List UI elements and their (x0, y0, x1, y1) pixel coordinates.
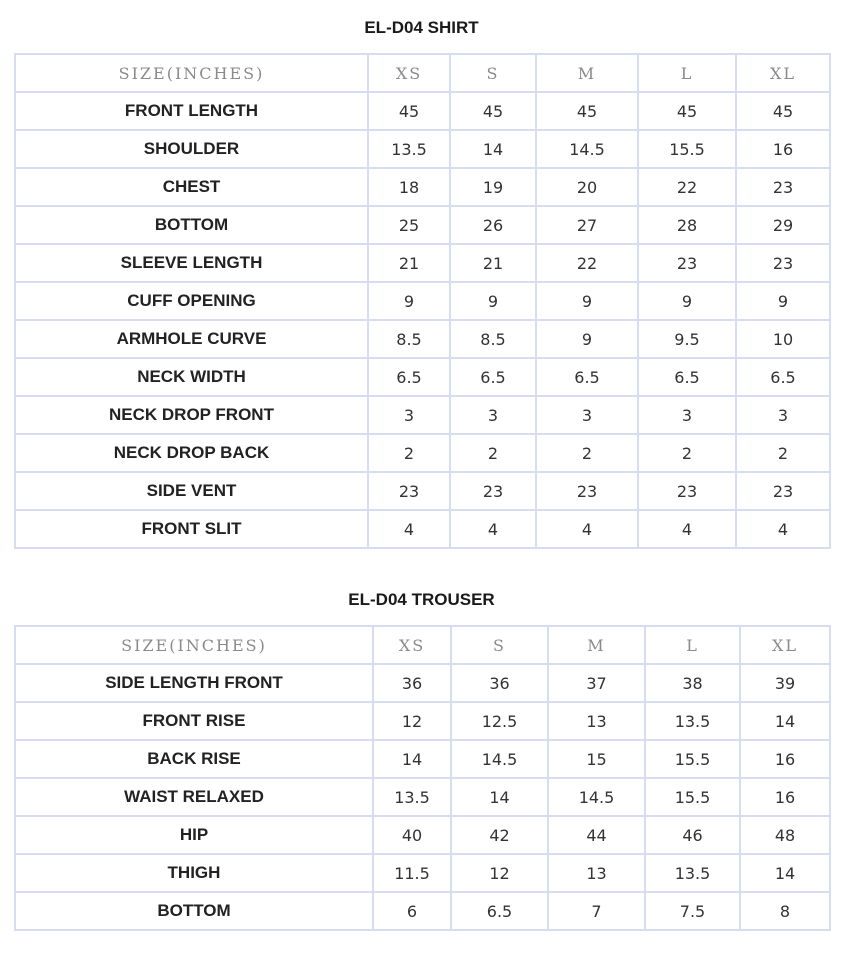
measurement-value: 48 (740, 816, 830, 854)
measurement-value: 8 (740, 892, 830, 930)
measurement-value: 11.5 (373, 854, 451, 892)
size-column-header: S (451, 626, 548, 664)
measurement-value: 9 (736, 282, 830, 320)
table-row (15, 130, 830, 168)
table-row (15, 358, 830, 396)
measurement-label: FRONT RISE (15, 702, 373, 740)
measurement-value: 14 (740, 702, 830, 740)
measurement-value: 46 (645, 816, 740, 854)
table-row (15, 282, 830, 320)
measurement-value: 9 (536, 320, 638, 358)
measurement-value: 12 (451, 854, 548, 892)
measurement-value: 28 (638, 206, 736, 244)
measurement-value: 14.5 (548, 778, 645, 816)
measurement-label: NECK WIDTH (15, 358, 368, 396)
measurement-value: 21 (368, 244, 450, 282)
measurement-value: 4 (368, 510, 450, 548)
measurement-label: SIDE LENGTH FRONT (15, 664, 373, 702)
measurement-value: 14 (451, 778, 548, 816)
measurement-value: 9.5 (638, 320, 736, 358)
size-column-header: XL (736, 54, 830, 92)
table-row (15, 892, 830, 930)
measurement-value: 9 (536, 282, 638, 320)
measurement-value: 4 (638, 510, 736, 548)
size-column-header: M (536, 54, 638, 92)
measurement-label: ARMHOLE CURVE (15, 320, 368, 358)
measurement-value: 6.5 (536, 358, 638, 396)
measurement-value: 3 (638, 396, 736, 434)
size-header-cell: SIZE(INCHES) (15, 626, 373, 664)
measurement-label: BOTTOM (15, 206, 368, 244)
table-row (15, 320, 830, 358)
measurement-value: 23 (736, 472, 830, 510)
measurement-label: NECK DROP BACK (15, 434, 368, 472)
shirt-table-title: EL-D04 SHIRT (364, 18, 479, 37)
measurement-label: HIP (15, 816, 373, 854)
size-column-header: S (450, 54, 536, 92)
table-row (15, 206, 830, 244)
table-row (15, 854, 830, 892)
table-row (15, 244, 830, 282)
measurement-value: 9 (450, 282, 536, 320)
measurement-value: 2 (736, 434, 830, 472)
measurement-value: 14 (450, 130, 536, 168)
measurement-value: 9 (638, 282, 736, 320)
table-row (15, 816, 830, 854)
measurement-value: 15.5 (645, 778, 740, 816)
measurement-value: 42 (451, 816, 548, 854)
measurement-value: 15.5 (638, 130, 736, 168)
size-column-header: L (645, 626, 740, 664)
trouser-size-table (14, 625, 831, 931)
measurement-value: 3 (368, 396, 450, 434)
measurement-label: BACK RISE (15, 740, 373, 778)
header-row (15, 54, 830, 92)
measurement-value: 6.5 (451, 892, 548, 930)
measurement-value: 8.5 (368, 320, 450, 358)
measurement-value: 29 (736, 206, 830, 244)
measurement-value: 4 (536, 510, 638, 548)
size-column-header: XL (740, 626, 830, 664)
measurement-value: 22 (638, 168, 736, 206)
measurement-label: SIDE VENT (15, 472, 368, 510)
measurement-value: 13 (548, 702, 645, 740)
header-row (15, 626, 830, 664)
measurement-value: 13.5 (368, 130, 450, 168)
measurement-label: SLEEVE LENGTH (15, 244, 368, 282)
measurement-label: FRONT SLIT (15, 510, 368, 548)
measurement-value: 15 (548, 740, 645, 778)
measurement-value: 45 (450, 92, 536, 130)
size-column-header: XS (373, 626, 451, 664)
measurement-label: BOTTOM (15, 892, 373, 930)
measurement-value: 8.5 (450, 320, 536, 358)
measurement-value: 14 (373, 740, 451, 778)
measurement-value: 45 (638, 92, 736, 130)
measurement-value: 10 (736, 320, 830, 358)
measurement-value: 19 (450, 168, 536, 206)
measurement-value: 21 (450, 244, 536, 282)
measurement-value: 2 (536, 434, 638, 472)
measurement-value: 36 (451, 664, 548, 702)
table-row (15, 396, 830, 434)
measurement-value: 37 (548, 664, 645, 702)
measurement-label: CUFF OPENING (15, 282, 368, 320)
measurement-label: WAIST RELAXED (15, 778, 373, 816)
measurement-value: 23 (450, 472, 536, 510)
measurement-value: 14.5 (451, 740, 548, 778)
measurement-value: 12.5 (451, 702, 548, 740)
size-header-cell: SIZE(INCHES) (15, 54, 368, 92)
measurement-value: 36 (373, 664, 451, 702)
measurement-value: 40 (373, 816, 451, 854)
table-row (15, 510, 830, 548)
measurement-value: 45 (368, 92, 450, 130)
measurement-value: 16 (740, 740, 830, 778)
measurement-value: 6.5 (736, 358, 830, 396)
measurement-value: 7 (548, 892, 645, 930)
measurement-value: 13 (548, 854, 645, 892)
measurement-value: 2 (450, 434, 536, 472)
table-row (15, 740, 830, 778)
measurement-value: 20 (536, 168, 638, 206)
measurement-value: 23 (638, 244, 736, 282)
measurement-value: 27 (536, 206, 638, 244)
measurement-value: 23 (368, 472, 450, 510)
table-row (15, 664, 830, 702)
measurement-value: 2 (638, 434, 736, 472)
measurement-value: 13.5 (645, 702, 740, 740)
measurement-value: 13.5 (373, 778, 451, 816)
table-row (15, 92, 830, 130)
table-row (15, 778, 830, 816)
shirt-size-table (14, 53, 831, 549)
measurement-value: 3 (536, 396, 638, 434)
measurement-value: 6.5 (368, 358, 450, 396)
measurement-value: 18 (368, 168, 450, 206)
measurement-value: 22 (536, 244, 638, 282)
measurement-value: 14.5 (536, 130, 638, 168)
measurement-value: 9 (368, 282, 450, 320)
measurement-value: 3 (450, 396, 536, 434)
measurement-label: FRONT LENGTH (15, 92, 368, 130)
measurement-value: 15.5 (645, 740, 740, 778)
measurement-label: THIGH (15, 854, 373, 892)
measurement-value: 2 (368, 434, 450, 472)
measurement-value: 13.5 (645, 854, 740, 892)
measurement-value: 14 (740, 854, 830, 892)
measurement-value: 23 (536, 472, 638, 510)
measurement-value: 16 (736, 130, 830, 168)
measurement-value: 44 (548, 816, 645, 854)
size-column-header: M (548, 626, 645, 664)
measurement-value: 26 (450, 206, 536, 244)
table-row (15, 472, 830, 510)
measurement-label: CHEST (15, 168, 368, 206)
measurement-value: 7.5 (645, 892, 740, 930)
table-row (15, 168, 830, 206)
size-column-header: XS (368, 54, 450, 92)
measurement-value: 45 (536, 92, 638, 130)
measurement-value: 6.5 (450, 358, 536, 396)
table-row (15, 702, 830, 740)
size-column-header: L (638, 54, 736, 92)
measurement-value: 4 (736, 510, 830, 548)
measurement-value: 23 (736, 244, 830, 282)
measurement-value: 16 (740, 778, 830, 816)
measurement-value: 12 (373, 702, 451, 740)
measurement-value: 6 (373, 892, 451, 930)
measurement-value: 25 (368, 206, 450, 244)
measurement-value: 3 (736, 396, 830, 434)
measurement-label: NECK DROP FRONT (15, 396, 368, 434)
measurement-value: 45 (736, 92, 830, 130)
measurement-value: 39 (740, 664, 830, 702)
measurement-value: 4 (450, 510, 536, 548)
measurement-value: 23 (638, 472, 736, 510)
measurement-value: 38 (645, 664, 740, 702)
measurement-label: SHOULDER (15, 130, 368, 168)
measurement-value: 6.5 (638, 358, 736, 396)
measurement-value: 23 (736, 168, 830, 206)
table-row (15, 434, 830, 472)
trouser-table-title: EL-D04 TROUSER (348, 590, 495, 609)
